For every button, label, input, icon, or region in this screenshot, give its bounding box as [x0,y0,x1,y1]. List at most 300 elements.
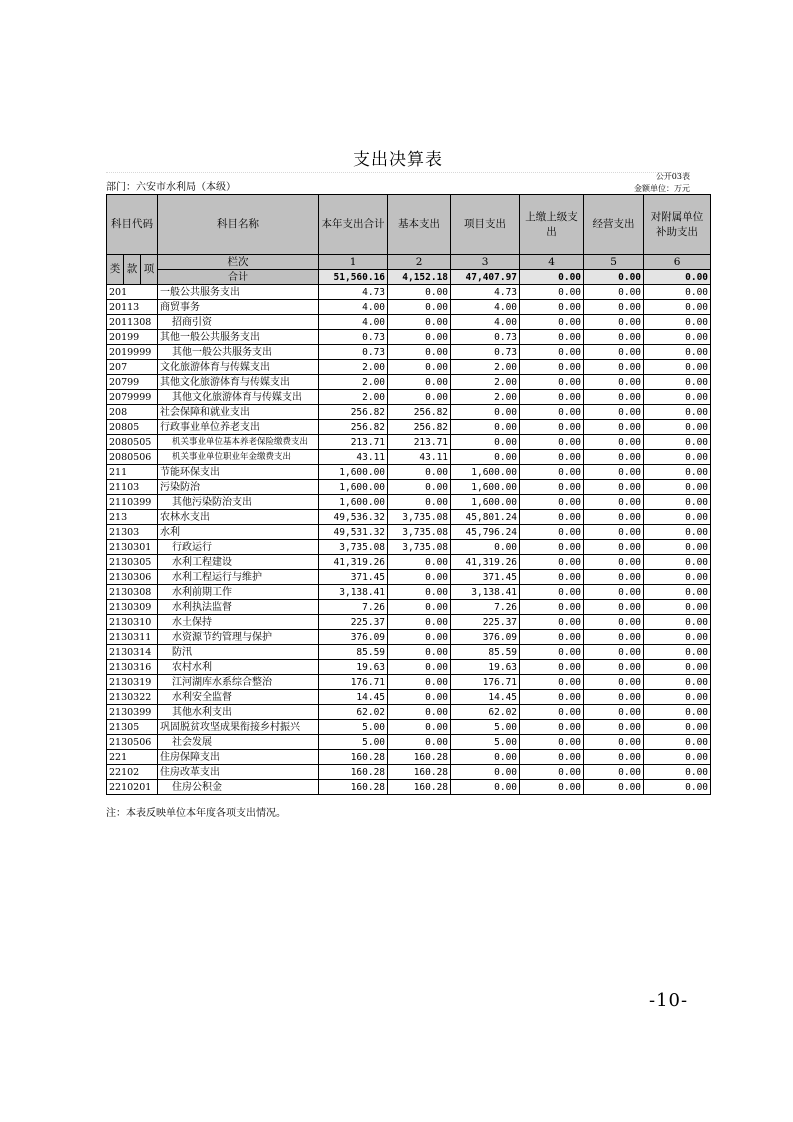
row-c4: 0.00 [520,375,584,390]
row-name: 文化旅游体育与传媒支出 [158,360,319,375]
row-c3: 371.45 [451,570,520,585]
row-c6: 0.00 [644,720,711,735]
header-col6: 对附属单位补助支出 [644,195,711,255]
row-c5: 0.00 [584,360,644,375]
row-c4: 0.00 [520,465,584,480]
row-code: 2130319 [107,675,158,690]
row-code: 2130306 [107,570,158,585]
row-c2: 0.00 [388,615,451,630]
table-row [107,525,711,540]
row-name: 一般公共服务支出 [158,285,319,300]
row-c1: 1,600.00 [319,465,388,480]
table-row [107,780,711,795]
row-c5: 0.00 [584,585,644,600]
row-c3: 62.02 [451,705,520,720]
row-code: 2130316 [107,660,158,675]
row-code: 21305 [107,720,158,735]
row-c3: 1,600.00 [451,480,520,495]
row-code: 22102 [107,765,158,780]
row-c3: 0.00 [451,450,520,465]
row-c1: 2.00 [319,375,388,390]
row-c3: 176.71 [451,675,520,690]
row-c5: 0.00 [584,390,644,405]
header-xiang: 项 [141,255,158,285]
header-name: 科目名称 [158,195,319,255]
row-c6: 0.00 [644,540,711,555]
table-row [107,570,711,585]
row-c5: 0.00 [584,465,644,480]
row-c3: 2.00 [451,375,520,390]
row-c6: 0.00 [644,315,711,330]
row-c5: 0.00 [584,300,644,315]
row-c2: 0.00 [388,375,451,390]
header-index-row [107,255,711,270]
row-c3: 0.73 [451,330,520,345]
row-c3: 2.00 [451,390,520,405]
row-c6: 0.00 [644,525,711,540]
header-row [107,195,711,255]
row-c6: 0.00 [644,450,711,465]
row-c5: 0.00 [584,420,644,435]
header-col1: 本年支出合计 [319,195,388,255]
table-row [107,540,711,555]
row-c4: 0.00 [520,315,584,330]
row-c4: 0.00 [520,735,584,750]
form-number: 公开03表 [655,172,690,181]
table-row [107,420,711,435]
row-c1: 1,600.00 [319,480,388,495]
row-c1: 5.00 [319,720,388,735]
table-row [107,720,711,735]
row-c3: 19.63 [451,660,520,675]
row-c6: 0.00 [644,780,711,795]
row-c1: 7.26 [319,600,388,615]
row-c3: 0.00 [451,405,520,420]
row-c3: 7.26 [451,600,520,615]
row-name: 其他一般公共服务支出 [158,345,319,360]
row-c2: 0.00 [388,390,451,405]
row-code: 2130310 [107,615,158,630]
row-c1: 4.73 [319,285,388,300]
row-code: 2080505 [107,435,158,450]
table-row [107,480,711,495]
row-c5: 0.00 [584,525,644,540]
row-c3: 0.00 [451,435,520,450]
row-c2: 0.00 [388,330,451,345]
row-c1: 160.28 [319,780,388,795]
row-c3: 0.00 [451,420,520,435]
row-c6: 0.00 [644,330,711,345]
row-c4: 0.00 [520,630,584,645]
row-c6: 0.00 [644,645,711,660]
row-c4: 0.00 [520,480,584,495]
row-c6: 0.00 [644,300,711,315]
row-c3: 4.00 [451,300,520,315]
row-c1: 176.71 [319,675,388,690]
row-c2: 256.82 [388,405,451,420]
row-c4: 0.00 [520,780,584,795]
row-name: 社会发展 [158,735,319,750]
row-c3: 0.73 [451,345,520,360]
total-c2: 4,152.18 [388,270,451,285]
row-c4: 0.00 [520,645,584,660]
row-c3: 5.00 [451,735,520,750]
row-c3: 0.00 [451,780,520,795]
row-c2: 0.00 [388,495,451,510]
row-c4: 0.00 [520,450,584,465]
header-code: 科目代码 [107,195,158,255]
row-c4: 0.00 [520,435,584,450]
row-c6: 0.00 [644,705,711,720]
table-title: 支出决算表 [353,150,443,170]
row-code: 201 [107,285,158,300]
row-name: 商贸事务 [158,300,319,315]
row-c6: 0.00 [644,495,711,510]
row-c4: 0.00 [520,345,584,360]
header-col4: 上缴上级支出 [520,195,584,255]
row-c5: 0.00 [584,330,644,345]
row-c5: 0.00 [584,315,644,330]
row-c5: 0.00 [584,555,644,570]
header-col2: 基本支出 [388,195,451,255]
row-name: 机关事业单位职业年金缴费支出 [158,450,319,465]
row-c1: 3,735.08 [319,540,388,555]
row-name: 水利工程建设 [158,555,319,570]
row-c5: 0.00 [584,720,644,735]
row-code: 2130309 [107,600,158,615]
row-name: 水土保持 [158,615,319,630]
row-c4: 0.00 [520,405,584,420]
row-c6: 0.00 [644,585,711,600]
row-c1: 160.28 [319,750,388,765]
row-c4: 0.00 [520,615,584,630]
table-row [107,345,711,360]
row-c6: 0.00 [644,615,711,630]
header-n3: 3 [451,255,520,270]
total-c6: 0.00 [644,270,711,285]
row-code: 20805 [107,420,158,435]
row-c2: 0.00 [388,675,451,690]
row-c1: 213.71 [319,435,388,450]
row-code: 211 [107,465,158,480]
table-row [107,285,711,300]
row-c1: 3,138.41 [319,585,388,600]
row-code: 20113 [107,300,158,315]
row-c2: 256.82 [388,420,451,435]
row-c4: 0.00 [520,285,584,300]
header-n4: 4 [520,255,584,270]
total-label: 合计 [158,270,319,285]
row-c5: 0.00 [584,480,644,495]
row-code: 2110399 [107,495,158,510]
row-c3: 2.00 [451,360,520,375]
row-c1: 19.63 [319,660,388,675]
table-row [107,390,711,405]
row-c1: 0.73 [319,345,388,360]
row-code: 2130314 [107,645,158,660]
department-label: 部门：六安市水利局（本级） [106,182,236,193]
table-row [107,330,711,345]
row-c4: 0.00 [520,750,584,765]
row-c2: 0.00 [388,720,451,735]
row-c4: 0.00 [520,390,584,405]
row-c6: 0.00 [644,360,711,375]
row-c4: 0.00 [520,705,584,720]
row-name: 招商引资 [158,315,319,330]
row-c4: 0.00 [520,675,584,690]
row-c1: 62.02 [319,705,388,720]
row-code: 2079999 [107,390,158,405]
row-c2: 160.28 [388,765,451,780]
row-code: 2080506 [107,450,158,465]
row-c6: 0.00 [644,285,711,300]
row-c2: 0.00 [388,465,451,480]
row-c5: 0.00 [584,570,644,585]
row-c6: 0.00 [644,435,711,450]
row-c2: 213.71 [388,435,451,450]
row-c3: 0.00 [451,750,520,765]
row-code: 208 [107,405,158,420]
row-c6: 0.00 [644,390,711,405]
row-c3: 85.59 [451,645,520,660]
row-c5: 0.00 [584,750,644,765]
row-name: 巩固脱贫攻坚成果衔接乡村振兴 [158,720,319,735]
row-c1: 1,600.00 [319,495,388,510]
row-c6: 0.00 [644,420,711,435]
table-row [107,300,711,315]
row-c6: 0.00 [644,465,711,480]
row-c1: 256.82 [319,420,388,435]
row-c3: 1,600.00 [451,465,520,480]
row-code: 2130506 [107,735,158,750]
row-c5: 0.00 [584,765,644,780]
row-c1: 4.00 [319,300,388,315]
table-row [107,495,711,510]
table-row [107,315,711,330]
table-row [107,435,711,450]
row-c1: 256.82 [319,405,388,420]
row-c5: 0.00 [584,540,644,555]
row-c3: 0.00 [451,765,520,780]
row-c2: 0.00 [388,480,451,495]
row-c2: 0.00 [388,645,451,660]
row-c2: 3,735.08 [388,525,451,540]
row-code: 2130301 [107,540,158,555]
row-c5: 0.00 [584,435,644,450]
table-row [107,555,711,570]
row-c2: 0.00 [388,315,451,330]
row-c4: 0.00 [520,540,584,555]
row-c5: 0.00 [584,495,644,510]
row-c1: 160.28 [319,765,388,780]
row-code: 207 [107,360,158,375]
header-n6: 6 [644,255,711,270]
row-code: 2210201 [107,780,158,795]
unit-label: 金额单位：万元 [634,184,690,193]
row-c6: 0.00 [644,750,711,765]
row-c4: 0.00 [520,660,584,675]
header-col3: 项目支出 [451,195,520,255]
row-c3: 0.00 [451,540,520,555]
row-name: 机关事业单位基本养老保险缴费支出 [158,435,319,450]
row-c2: 43.11 [388,450,451,465]
row-c2: 0.00 [388,705,451,720]
header-n1: 1 [319,255,388,270]
header-n5: 5 [584,255,644,270]
total-c5: 0.00 [584,270,644,285]
row-c1: 5.00 [319,735,388,750]
row-c5: 0.00 [584,675,644,690]
row-c4: 0.00 [520,690,584,705]
header-kuan: 款 [124,255,141,285]
expenditure-table [106,194,711,795]
table-row [107,705,711,720]
row-code: 20199 [107,330,158,345]
header-lei: 类 [107,255,124,285]
row-name: 其他一般公共服务支出 [158,330,319,345]
row-c5: 0.00 [584,705,644,720]
row-c4: 0.00 [520,555,584,570]
row-c6: 0.00 [644,555,711,570]
row-code: 2130308 [107,585,158,600]
row-name: 住房保障支出 [158,750,319,765]
table-note: 注：本表反映单位本年度各项支出情况。 [106,808,286,819]
row-name: 农村水利 [158,660,319,675]
row-c6: 0.00 [644,405,711,420]
row-code: 2130399 [107,705,158,720]
row-code: 20799 [107,375,158,390]
row-code: 221 [107,750,158,765]
table-row [107,735,711,750]
row-c5: 0.00 [584,405,644,420]
row-c3: 14.45 [451,690,520,705]
row-c4: 0.00 [520,600,584,615]
row-c4: 0.00 [520,765,584,780]
row-c4: 0.00 [520,360,584,375]
row-c2: 0.00 [388,570,451,585]
row-name: 节能环保支出 [158,465,319,480]
table-row [107,765,711,780]
row-c4: 0.00 [520,495,584,510]
table-row [107,465,711,480]
row-c5: 0.00 [584,735,644,750]
row-name: 农林水支出 [158,510,319,525]
row-c4: 0.00 [520,570,584,585]
total-c4: 0.00 [520,270,584,285]
row-c2: 0.00 [388,585,451,600]
row-code: 21103 [107,480,158,495]
table-row [107,630,711,645]
table-row [107,750,711,765]
row-c1: 4.00 [319,315,388,330]
row-c4: 0.00 [520,300,584,315]
row-c1: 85.59 [319,645,388,660]
header-col5: 经营支出 [584,195,644,255]
total-c1: 51,560.16 [319,270,388,285]
header-n2: 2 [388,255,451,270]
header-lanci: 栏次 [158,255,319,270]
row-name: 行政运行 [158,540,319,555]
row-c6: 0.00 [644,600,711,615]
row-c2: 0.00 [388,630,451,645]
row-c1: 225.37 [319,615,388,630]
row-c1: 0.73 [319,330,388,345]
row-c2: 0.00 [388,660,451,675]
table-row [107,600,711,615]
total-row [107,270,711,285]
row-c2: 0.00 [388,345,451,360]
table-row [107,645,711,660]
table-row [107,360,711,375]
row-c3: 41,319.26 [451,555,520,570]
row-name: 住房改革支出 [158,765,319,780]
row-c5: 0.00 [584,450,644,465]
row-c6: 0.00 [644,660,711,675]
row-name: 水利前期工作 [158,585,319,600]
row-c6: 0.00 [644,690,711,705]
row-c4: 0.00 [520,585,584,600]
row-c3: 4.73 [451,285,520,300]
row-code: 2130322 [107,690,158,705]
row-c1: 2.00 [319,390,388,405]
row-code: 21303 [107,525,158,540]
row-c3: 1,600.00 [451,495,520,510]
row-c3: 376.09 [451,630,520,645]
row-c5: 0.00 [584,285,644,300]
row-c6: 0.00 [644,510,711,525]
row-c5: 0.00 [584,645,644,660]
row-c2: 0.00 [388,285,451,300]
row-name: 水利执法监督 [158,600,319,615]
row-name: 其他水利支出 [158,705,319,720]
row-c2: 0.00 [388,555,451,570]
row-name: 住房公积金 [158,780,319,795]
row-c2: 0.00 [388,300,451,315]
row-name: 其他污染防治支出 [158,495,319,510]
row-c3: 3,138.41 [451,585,520,600]
row-c2: 0.00 [388,735,451,750]
row-name: 行政事业单位养老支出 [158,420,319,435]
row-c6: 0.00 [644,630,711,645]
row-c4: 0.00 [520,525,584,540]
row-c2: 0.00 [388,690,451,705]
row-c6: 0.00 [644,345,711,360]
row-c1: 41,319.26 [319,555,388,570]
row-code: 213 [107,510,158,525]
row-c6: 0.00 [644,480,711,495]
row-name: 水利 [158,525,319,540]
row-c3: 45,796.24 [451,525,520,540]
row-name: 水利安全监督 [158,690,319,705]
table-row [107,675,711,690]
table-row [107,660,711,675]
row-c5: 0.00 [584,600,644,615]
row-c3: 4.00 [451,315,520,330]
row-c6: 0.00 [644,375,711,390]
row-c1: 43.11 [319,450,388,465]
row-c5: 0.00 [584,630,644,645]
row-name: 污染防治 [158,480,319,495]
row-c4: 0.00 [520,720,584,735]
row-c2: 3,735.08 [388,510,451,525]
row-name: 社会保障和就业支出 [158,405,319,420]
total-c3: 47,407.97 [451,270,520,285]
row-code: 2019999 [107,345,158,360]
row-c5: 0.00 [584,780,644,795]
row-c2: 0.00 [388,600,451,615]
row-name: 其他文化旅游体育与传媒支出 [158,390,319,405]
row-code: 2011308 [107,315,158,330]
